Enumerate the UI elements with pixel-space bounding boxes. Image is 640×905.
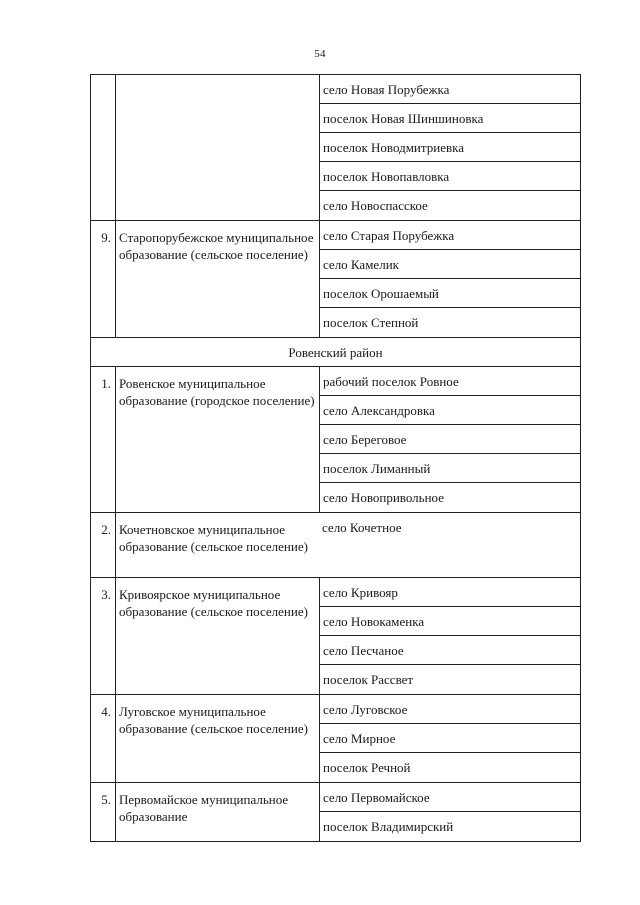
settlement-cell: село Кривояр	[319, 578, 580, 607]
settlement-cell: село Песчаное	[319, 636, 580, 665]
row-number: 3.	[91, 578, 116, 694]
settlement-cell: село Новокаменка	[319, 607, 580, 636]
settlement-cell: поселок Новопавловка	[319, 162, 580, 191]
settlement-cell: поселок Орошаемый	[319, 279, 580, 308]
row-number: 2.	[91, 513, 116, 577]
row-number: 1.	[91, 367, 116, 512]
settlement-list	[319, 578, 580, 694]
municipality-name: Кочетновское муниципальное образование (сельское поселение)	[119, 522, 308, 554]
settlement-list	[319, 75, 580, 220]
table-row	[91, 578, 580, 695]
municipality-name: Кривоярское муниципальное образование (сельское поселение)	[119, 587, 308, 619]
settlement-cell: село Береговое	[319, 425, 580, 454]
settlement-cell: село Новоспасское	[319, 191, 580, 220]
settlement-cell: село Камелик	[319, 250, 580, 279]
row-number: 4.	[91, 695, 116, 782]
row-number: 5.	[91, 783, 116, 841]
municipality-name: Первомайское муниципальное образование	[119, 792, 289, 824]
settlement-cell: поселок Лиманный	[319, 454, 580, 483]
settlement-cell: поселок Рассвет	[319, 665, 580, 694]
settlement-cell: село Мирное	[319, 724, 580, 753]
settlement-cell: село Луговское	[319, 695, 580, 724]
table-row	[91, 75, 580, 221]
settlement-cell: село Старая Порубежка	[319, 221, 580, 250]
settlement-list	[319, 367, 580, 512]
settlement-cell: поселок Новая Шиншиновка	[319, 104, 580, 133]
row-number	[91, 75, 116, 220]
page-number: 54	[314, 48, 326, 60]
table-row	[91, 513, 580, 578]
settlement-cell: село Новая Порубежка	[319, 75, 580, 104]
municipality-name: Старопорубежское муниципальное образование (сельское поселение)	[119, 230, 314, 262]
table-row	[91, 695, 580, 783]
settlement-cell: поселок Новодмитриевка	[319, 133, 580, 162]
settlement-list	[319, 513, 580, 577]
settlement-list	[319, 221, 580, 337]
table-row	[91, 367, 580, 513]
settlement-cell: поселок Владимирский	[319, 812, 580, 841]
settlement-cell: село Кочетное	[322, 520, 402, 535]
table-row	[91, 783, 580, 842]
municipality-name: Ровенское муниципальное образование (городское поселение)	[119, 376, 315, 408]
settlement-cell: поселок Степной	[319, 308, 580, 337]
district-heading: Ровенский район	[91, 338, 580, 367]
table-row	[91, 221, 580, 338]
municipalities-table	[90, 74, 581, 842]
settlement-list	[319, 783, 580, 841]
settlement-cell: рабочий поселок Ровное	[319, 367, 580, 396]
settlement-cell: село Первомайское	[319, 783, 580, 812]
row-number: 9.	[91, 221, 116, 337]
municipality-name	[116, 75, 319, 220]
municipality-name: Луговское муниципальное образование (сельское поселение)	[119, 704, 308, 736]
settlement-cell: село Новопривольное	[319, 483, 580, 512]
settlement-cell: поселок Речной	[319, 753, 580, 782]
settlement-cell: село Александровка	[319, 396, 580, 425]
settlement-list	[319, 695, 580, 782]
